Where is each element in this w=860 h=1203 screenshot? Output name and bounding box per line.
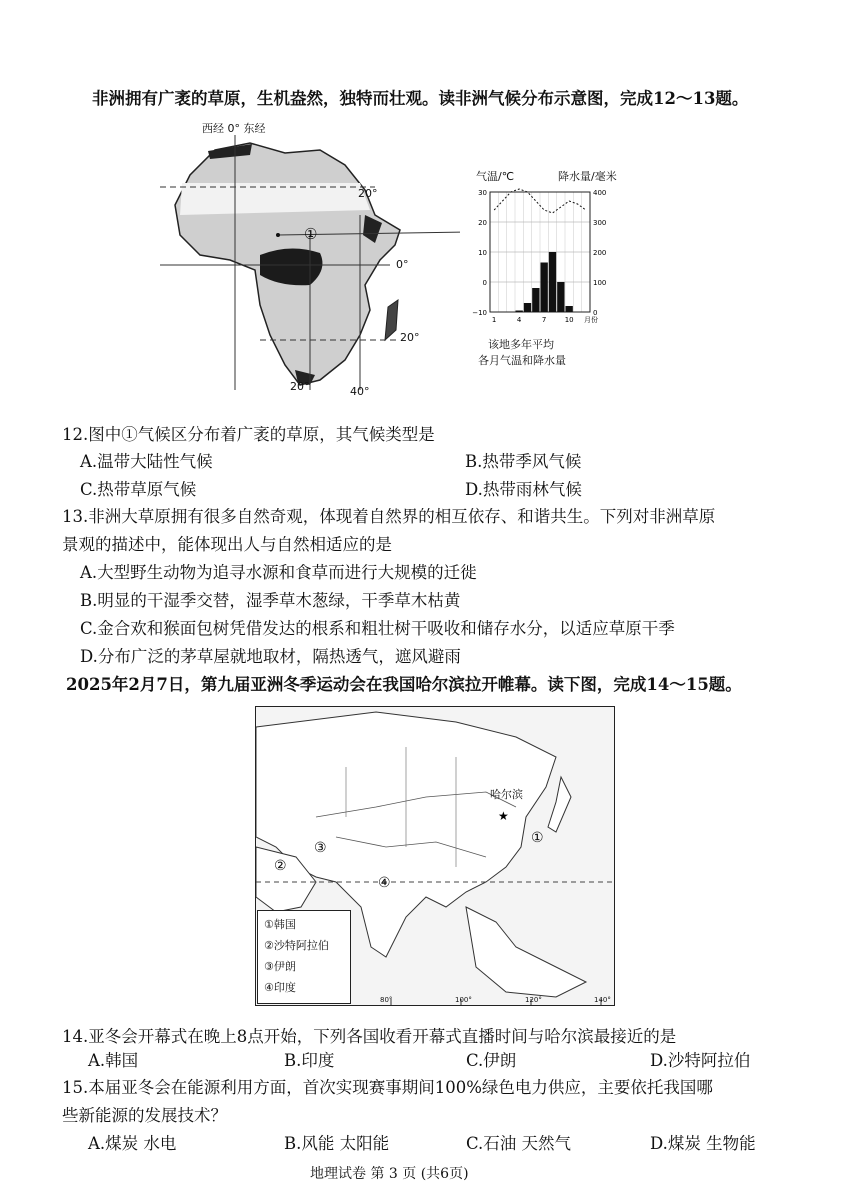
lon-120-label: 120°: [525, 996, 542, 1004]
madagascar: [385, 300, 398, 340]
precip-bar: [541, 263, 548, 313]
legend-item-saudi: ②沙特阿拉伯: [264, 938, 329, 952]
q15-stem-1: 15.本届亚冬会在能源利用方面，首次实现赛事期间100%绿色电力供应，主要依托我国哪: [62, 1078, 713, 1097]
page-footer: 地理试卷 第 3 页 (共6页): [310, 1166, 469, 1182]
temp-tick-label: 20: [478, 219, 487, 227]
legend-item-india: ④印度: [264, 980, 296, 994]
lon-40-label: 40°: [350, 385, 370, 398]
legend-item-iran: ③伊朗: [264, 959, 296, 973]
precip-tick-label: 0: [593, 309, 598, 317]
asia-map-legend: [257, 910, 351, 1004]
q15-option-d[interactable]: D.煤炭 生物能: [650, 1134, 756, 1153]
precip-bar: [557, 282, 564, 312]
q14-stem: 14.亚冬会开幕式在晚上8点开始，下列各国收看开幕式直播时间与哈尔滨最接近的是: [62, 1027, 677, 1046]
precip-bar: [566, 306, 573, 312]
q13-stem-1: 13.非洲大草原拥有很多自然奇观，体现着自然界的相互依存、和谐共生。下列对非洲草原: [62, 507, 716, 526]
precip-tick-label: 100: [593, 279, 607, 287]
q14-option-b[interactable]: B.印度: [284, 1051, 335, 1070]
precip-tick-label: 400: [593, 189, 607, 197]
svg-text:★: ★: [498, 809, 509, 823]
asia-marker-4: ④: [378, 875, 391, 891]
month-unit-label: 月份: [584, 316, 598, 324]
legend-item-korea: ①韩国: [264, 918, 296, 931]
lat-0-label: 0°: [396, 258, 409, 271]
q15-option-c[interactable]: C.石油 天然气: [466, 1134, 572, 1153]
lat-20s-label: 20°: [400, 331, 420, 344]
lon-80-label: 80°: [380, 996, 393, 1004]
climate-chart: [466, 186, 626, 331]
q15-option-b[interactable]: B.风能 太阳能: [284, 1134, 390, 1153]
caption-line2: 各月气温和降水量: [478, 354, 566, 367]
caption-line1: 该地多年平均: [488, 338, 554, 351]
precip-bar: [516, 311, 523, 313]
q12-option-d[interactable]: D.热带雨林气候: [465, 480, 582, 499]
temp-tick-label: 10: [478, 249, 487, 257]
month-tick-label: 1: [491, 316, 497, 324]
harbin-label: 哈尔滨: [490, 788, 523, 801]
sahara-zone: [180, 183, 370, 215]
q12-option-b[interactable]: B.热带季风气候: [465, 452, 582, 471]
q15-option-a[interactable]: A.煤炭 水电: [88, 1134, 177, 1153]
q12-stem: 12.图中①气候区分布着广袤的草原，其气候类型是: [62, 425, 435, 444]
africa-map-top-label: 西经 0° 东经: [202, 122, 266, 135]
precip-bar: [549, 252, 556, 312]
q12-option-a[interactable]: A.温带大陆性气候: [80, 452, 213, 471]
intro-africa: 非洲拥有广袤的草原，生机盎然，独特而壮观。读非洲气候分布示意图，完成12～13题。: [92, 89, 749, 108]
precip-axis-label: 降水量/毫米: [558, 170, 617, 183]
africa-map: [160, 135, 460, 400]
month-tick-label: 7: [541, 316, 547, 324]
precip-bar: [524, 303, 531, 312]
lon-140-label: 140°: [594, 996, 611, 1004]
temp-tick-label: 0: [482, 279, 487, 287]
q14-option-a[interactable]: A.韩国: [88, 1051, 139, 1070]
asia-marker-3: ③: [314, 840, 327, 856]
temp-tick-label: −10: [472, 309, 487, 317]
month-tick-label: 10: [564, 316, 574, 324]
lat-20n-label: 20°: [358, 187, 378, 200]
q13-stem-2: 景观的描述中，能体现出人与自然相适应的是: [62, 535, 392, 554]
lon-20-label: 20°: [290, 380, 310, 393]
month-tick-label: 4: [516, 316, 522, 324]
asia-marker-1: ①: [531, 830, 544, 846]
africa-region-1: ①: [304, 225, 318, 243]
precip-bar: [532, 288, 539, 312]
q13-option-a[interactable]: A.大型野生动物为追寻水源和食草而进行大规模的迁徙: [80, 563, 477, 582]
q13-option-c[interactable]: C.金合欢和猴面包树凭借发达的根系和粗壮树干吸收和储存水分，以适应草原干季: [80, 619, 675, 638]
temp-tick-label: 30: [478, 189, 487, 197]
q14-option-c[interactable]: C.伊朗: [466, 1051, 517, 1070]
q15-stem-2: 些新能源的发展技术？: [62, 1106, 227, 1125]
precip-tick-label: 200: [593, 249, 607, 257]
intro-asian-games: 2025年2月7日，第九届亚洲冬季运动会在我国哈尔滨拉开帷幕。读下图，完成14～15题。: [66, 675, 742, 694]
temp-axis-label: 气温/℃: [476, 170, 515, 183]
lon-100-label: 100°: [455, 996, 472, 1004]
q13-option-d[interactable]: D.分布广泛的茅草屋就地取材，隔热透气，遮风避雨: [80, 647, 461, 666]
precip-tick-label: 300: [593, 219, 607, 227]
q14-option-d[interactable]: D.沙特阿拉伯: [650, 1051, 751, 1070]
asia-marker-2: ②: [274, 858, 287, 874]
q13-option-b[interactable]: B.明显的干湿季交替，湿季草木葱绿，干季草木枯黄: [80, 591, 461, 610]
q12-option-c[interactable]: C.热带草原气候: [80, 480, 197, 499]
